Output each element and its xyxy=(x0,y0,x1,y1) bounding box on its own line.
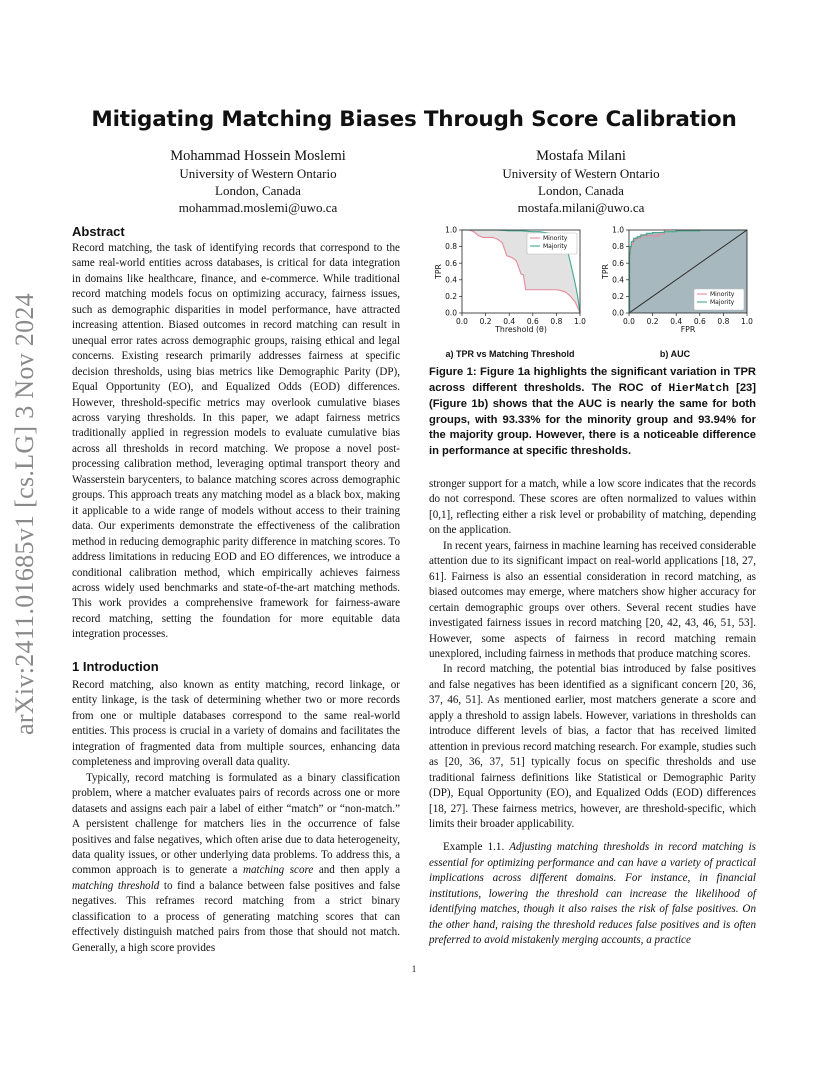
term-matching-threshold: matching threshold xyxy=(72,879,160,892)
y-tick-label: 0.6 xyxy=(612,258,624,268)
term-matching-score: matching score xyxy=(242,864,314,877)
legend-label-minority: Minority xyxy=(710,291,735,298)
figure-caption xyxy=(429,365,756,460)
chart-tpr-vs-threshold xyxy=(428,222,600,352)
abstract-body xyxy=(72,241,400,643)
page-number: 1 xyxy=(411,964,417,974)
legend-label-minority: Minority xyxy=(543,235,568,242)
author-location: London, Canada xyxy=(538,183,624,198)
paragraph-threshold-bias: In record matching, the potential bias introduced by false positives and false negatives has been identified as a significant concern [20, 36, 37, 46, 51]. As mentioned earlier, most matchers generate a score and apply a threshold to assign labels. However, variations in thresholds can introduce different levels of bias, a factor that has received limited attention in previous record matching research. For example, studies such as [20, 36, 37, 51] typically focus on specific thresholds and use traditional fairness definitions like Statistical or Demographic Parity (DP), Equal Opportunity (EO), and Equalized Odds (EOD) differences [18, 27]. These fairness metrics, however, are threshold-specific, which limits their broader applicability. xyxy=(429,663,756,830)
y-tick-label: 0.8 xyxy=(445,242,457,252)
x-axis-label: Threshold (θ) xyxy=(495,325,547,334)
x-tick-label: 0.0 xyxy=(623,317,635,326)
y-axis-label: TPR xyxy=(601,264,610,279)
y-tick-label: 1.0 xyxy=(612,225,624,235)
author-location: London, Canada xyxy=(215,183,301,198)
x-tick-label: 0.0 xyxy=(456,317,468,326)
author-email: mohammad.moslemi@uwo.ca xyxy=(178,200,338,215)
figure-1a xyxy=(428,222,600,352)
paragraph-fairness-ml: In recent years, fairness in machine learning has received considerable attention due to its significant impact on real-world applications [18, 27, 61]. Fairness is also an essential consideration in record matching, as biased outcomes may emerge, where matchers show higher accuracy for certain demographic groups over others. Several recent studies have investigated fairness issues in record matching [20, 42, 43, 46, 51, 53]. However, some aspects of fairness in record matching remain unexplored, including fairness in methods that produce matching scores. xyxy=(429,539,756,660)
x-tick-label: 1.0 xyxy=(741,317,753,326)
x-tick-label: 0.4 xyxy=(503,317,516,326)
text-run: and then apply a xyxy=(313,864,400,877)
y-tick-label: 0.0 xyxy=(612,308,624,318)
author-name: Mohammad Hossein Moslemi xyxy=(170,148,346,164)
y-tick-label: 0.4 xyxy=(445,275,457,285)
author-email: mostafa.milani@uwo.ca xyxy=(517,200,645,215)
right-column-body xyxy=(429,477,756,949)
paragraph-score-continuation: stronger support for a match, while a low score indicates that the records do not correspond. These scores are often normalized to values within [0,1], reflecting either a risk level or probability of matching, depending on the application. xyxy=(429,478,756,537)
x-tick-label: 0.6 xyxy=(526,317,539,326)
subcaption-b: b) AUC xyxy=(659,349,691,359)
y-tick-label: 0.2 xyxy=(445,292,457,301)
section-heading-introduction: 1 Introduction xyxy=(72,659,159,674)
caption-code-name: HierMatch xyxy=(668,382,729,395)
legend-label-majority: Majority xyxy=(543,243,568,250)
y-axis-label: TPR xyxy=(434,264,443,279)
y-tick-label: 0.0 xyxy=(445,308,457,318)
y-tick-label: 0.2 xyxy=(612,292,624,301)
subcaption-a: a) TPR vs Matching Threshold xyxy=(445,349,575,359)
y-tick-label: 0.6 xyxy=(445,258,457,268)
abstract-heading: Abstract xyxy=(72,224,125,239)
caption-text: Figure 1: Figure 1a highlights the significant variation in TPR across different thresholds. The ROC of xyxy=(429,366,756,394)
author-name: Mostafa Milani xyxy=(536,148,626,164)
author-block-2 xyxy=(436,148,726,216)
chart-roc-auc xyxy=(595,222,767,352)
example-text: Adjusting matching thresholds in record matching is essential for optimizing performance and can have a variety of practical implications across different domains. For instance, in financial institutions, lowering the threshold can increase the likelihood of identifying matches, though it also raises the risk of false positives. On the other hand, raising the threshold reduces false positives and is often preferred to avoid mistakenly merging accounts, a practice xyxy=(429,841,756,947)
example-label: Example 1.1. xyxy=(443,841,505,854)
text-run: Typically, record matching is formulated as a binary classification problem, where a matcher evaluates pairs of records across one or more datasets and assigns each pair a label of either “match” or “non-match.” A persistent challenge for matchers lies in the occurrence of false positives and false negatives, which often arise due to data heterogeneity, data quality issues, or other underlying data problems. To address this, a common approach is to generate a xyxy=(72,771,400,877)
x-tick-label: 0.8 xyxy=(717,317,730,326)
intro-paragraph-1: Record matching, also known as entity matching, record linkage, or entity linkage, is the task of determining whether two or more records from one or multiple databases correspond to the same real-world entities. This process is crucial in a variety of domains and facilitates the integration of fragmented data from multiple sources, enhancing data completeness and improving overall data quality. xyxy=(72,679,400,769)
author-block-1 xyxy=(113,148,403,216)
x-tick-label: 0.8 xyxy=(550,317,563,326)
x-tick-label: 0.2 xyxy=(646,317,659,326)
abstract-text: Record matching, the task of identifying records that correspond to the same real-world entities across databases, is critical for data integration in domains like healthcare, finance, and e-commerce. While traditional record matching models focus on optimizing accuracy, fairness issues, such as demographic disparities in model performance, have attracted increasing attention. Biased outcomes in record matching can result in unequal error rates across demographic groups, raising ethical and legal concerns. Existing research primarily addresses fairness at specific decision thresholds, using bias metrics like Demographic Parity (DP), Equal Opportunity (EO), and Equalized Odds (EOD) differences. However, threshold-specific metrics may overlook cumulative biases across varying thresholds. In this paper, we adapt fairness metrics traditionally applied in regression models to evaluate cumulative bias across all thresholds in record matching. We propose a novel post-processing calibration method, leveraging optimal transport theory and Wasserstein barycenters, to balance matching scores across demographic groups. This approach treats any matching model as a black box, making it applicable to a wide range of models without access to their training data. Our experiments demonstrate the effectiveness of the calibration method in reducing demographic parity difference in matching scores. To address limitations in reducing EOD and EO differences, we introduce a conditional calibration method, which empirically achieves fairness across widely used benchmarks and state-of-the-art matching methods. This work provides a comprehensive framework for fairness-aware record matching, setting the foundation for more equitable data integration processes. xyxy=(72,242,400,641)
text-run: to find a balance between false positives and false negatives. This reframes record matching from a strict binary classification to a process of generating matching scores that can effectively distinguish matched pairs from those that should not match. Generally, a high score provides xyxy=(72,879,401,954)
arxiv-stamp: arXiv:2411.01685v1 [cs.LG] 3 Nov 2024 xyxy=(10,293,39,735)
caption-text: [23] (Figure 1b) shows that the AUC is nearly the same for both groups, with 93.33% for the minority group and 93.94% for the majority group. However, there is a noticeable difference in performance at specific thresholds. xyxy=(429,381,756,457)
paper-title: Mitigating Matching Biases Through Score Calibration xyxy=(91,107,737,132)
intro-paragraph-2 xyxy=(72,771,400,956)
y-tick-label: 1.0 xyxy=(445,225,457,235)
y-tick-label: 0.8 xyxy=(612,242,624,252)
introduction-body xyxy=(72,678,400,956)
x-axis-label: FPR xyxy=(680,325,696,334)
y-tick-label: 0.4 xyxy=(612,275,624,285)
legend-label-majority: Majority xyxy=(710,299,735,306)
x-tick-label: 0.6 xyxy=(693,317,706,326)
author-affiliation: University of Western Ontario xyxy=(502,166,660,181)
x-tick-label: 1.0 xyxy=(574,317,586,326)
author-affiliation: University of Western Ontario xyxy=(179,166,337,181)
x-tick-label: 0.2 xyxy=(479,317,492,326)
figure-1b xyxy=(595,222,767,352)
example-1-1 xyxy=(429,840,756,948)
x-tick-label: 0.4 xyxy=(670,317,683,326)
